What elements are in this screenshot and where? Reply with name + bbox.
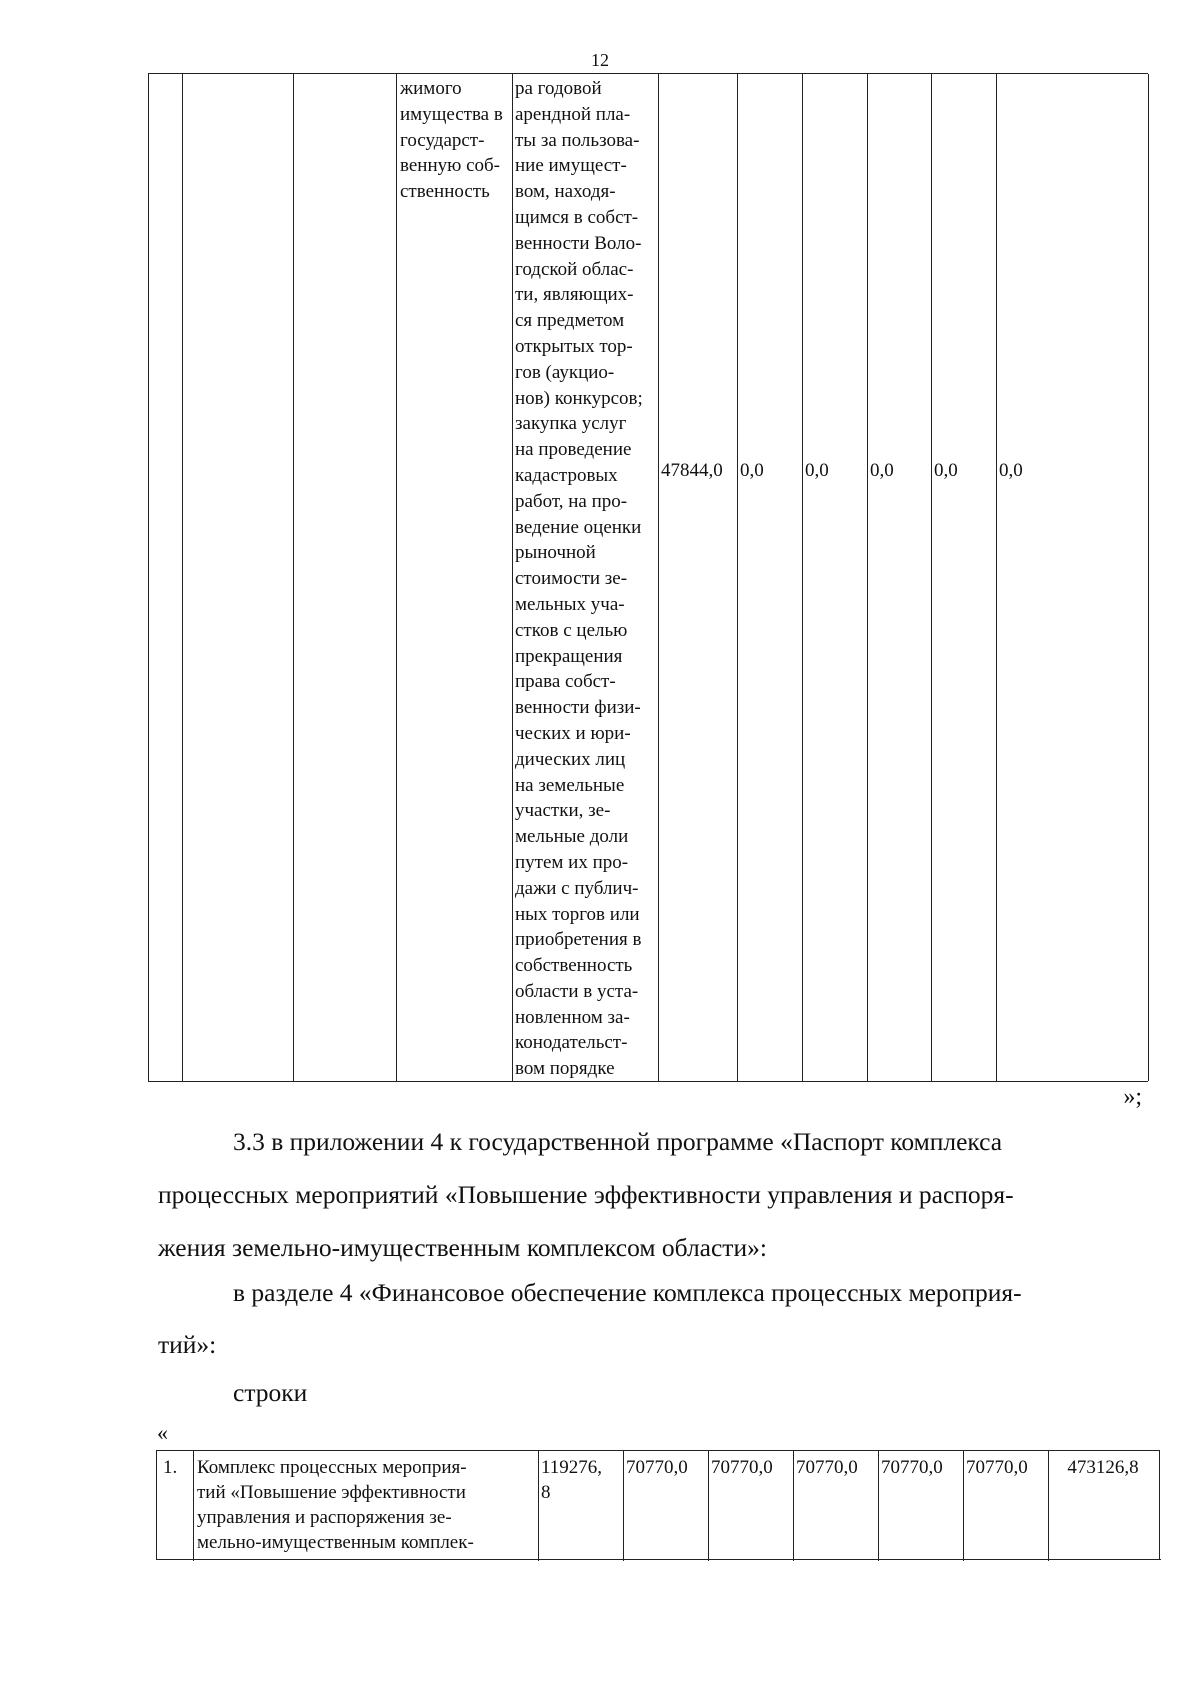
table-cell-value: 70770,0: [711, 1457, 773, 1478]
cell-text-line: дажи с публич-: [515, 877, 639, 899]
cell-text-line: ных торгов или: [515, 903, 640, 925]
cell-text-line: 8: [541, 1482, 551, 1503]
table-cell-value: [541, 1455, 602, 1505]
cell-text-line: вом, находя-: [515, 181, 616, 203]
table-cell-value: 47844,0: [661, 460, 723, 481]
table-cell-value: 0,0: [934, 460, 958, 481]
cell-text-line: ственность: [400, 181, 490, 203]
cell-text-line: ние имущест-: [515, 155, 627, 177]
cell-text-line: на проведение: [515, 439, 632, 461]
table-cell-value: 70770,0: [626, 1457, 688, 1478]
cell-text-line: участки, зе-: [515, 800, 611, 822]
cell-text-line: прекращения: [515, 645, 623, 667]
cell-text-line: стоимости зе-: [515, 568, 628, 590]
cell-text-line: венности физи-: [515, 697, 641, 719]
cell-text-line: дических лиц: [515, 748, 626, 770]
table-cell-total: 473126,8: [1067, 1457, 1139, 1478]
cell-text-line: имущества в: [400, 103, 503, 125]
opening-quote: «: [157, 1420, 168, 1445]
cell-text-line: собственность: [515, 955, 633, 977]
cell-text-line: ти, являющих-: [515, 284, 634, 306]
cell-text-line: 119276,: [541, 1457, 603, 1478]
cell-text-line: ческих и юри-: [515, 722, 631, 744]
cell-text-line: венности Воло-: [515, 232, 642, 254]
table-cell-value: 0,0: [870, 460, 894, 481]
cell-text-line: на земельные: [515, 774, 625, 796]
cell-text-line: Комплекс процессных мероприя-: [197, 1457, 467, 1478]
cell-text-line: государст-: [400, 129, 485, 151]
table-cell-value: 0,0: [999, 460, 1023, 481]
cell-text-line: нов) конкурсов;: [515, 387, 643, 409]
cell-text-line: ведение оценки: [515, 516, 642, 538]
table-cell-description: [515, 76, 657, 1082]
cell-text-line: закупка услуг: [515, 413, 627, 435]
continued-table: [148, 73, 1148, 1082]
cell-text-line: конодательст-: [515, 1032, 628, 1054]
cell-text-line: области в уста-: [515, 980, 639, 1002]
cell-text-line: кадастровых: [515, 464, 618, 486]
cell-text-line: годской облас-: [515, 258, 634, 280]
table-cell-value: 70770,0: [796, 1457, 858, 1478]
table-cell-property-type: [400, 76, 510, 205]
table-cell-value: 70770,0: [881, 1457, 943, 1478]
table-cell-value: 0,0: [740, 460, 764, 481]
cell-text-line: жимого: [400, 78, 462, 99]
cell-text-line: новленном за-: [515, 1006, 630, 1028]
cell-text-line: щимся в собст-: [515, 206, 639, 228]
funding-table: [156, 1450, 1160, 1560]
cell-text-line: стков с целью: [515, 619, 628, 641]
cell-text-line: мельные доли: [515, 826, 629, 848]
cell-text-line: открытых тор-: [515, 335, 633, 357]
paragraph-line: 3.3 в приложении 4 к государственной программе «Паспорт комплекса: [233, 1127, 1003, 1156]
cell-text-line: мельных уча-: [515, 593, 625, 615]
cell-text-line: вом порядке: [515, 1058, 615, 1080]
table-cell-value: 70770,0: [966, 1457, 1028, 1478]
cell-text-line: мельно-имущественным комплек-: [197, 1532, 474, 1553]
cell-text-line: путем их про-: [515, 851, 629, 873]
table-cell-value: 0,0: [805, 460, 829, 481]
paragraph-line: процессных мероприятий «Повышение эффективности управления и распоря-: [158, 1180, 1014, 1209]
cell-text-line: тий «Повышение эффективности: [197, 1482, 466, 1503]
cell-text-line: управления и распоряжения зе-: [197, 1507, 452, 1528]
cell-text-line: венную соб-: [400, 155, 501, 177]
cell-text-line: ра годовой: [515, 78, 602, 99]
cell-text-line: права собст-: [515, 671, 616, 693]
paragraph-line: в разделе 4 «Финансовое обеспечение комплекса процессных мероприя-: [233, 1278, 1022, 1307]
cell-text-line: арендной пла-: [515, 103, 631, 125]
cell-text-line: ты за пользова-: [515, 129, 640, 151]
paragraph-line: тий»:: [158, 1330, 217, 1359]
paragraph-line: строки: [233, 1378, 308, 1407]
paragraph-line: жения земельно-имущественным комплексом области»:: [158, 1233, 767, 1262]
closing-quote: »;: [1123, 1084, 1142, 1110]
cell-text-line: приобретения в: [515, 929, 642, 951]
page-number: 12: [591, 50, 609, 70]
cell-text-line: рыночной: [515, 542, 596, 564]
cell-text-line: гов (аукцио-: [515, 361, 615, 383]
table-cell-name: [197, 1455, 537, 1555]
cell-text-line: работ, на про-: [515, 490, 628, 512]
cell-text-line: ся предметом: [515, 310, 625, 332]
table-row-number: 1.: [163, 1457, 178, 1478]
